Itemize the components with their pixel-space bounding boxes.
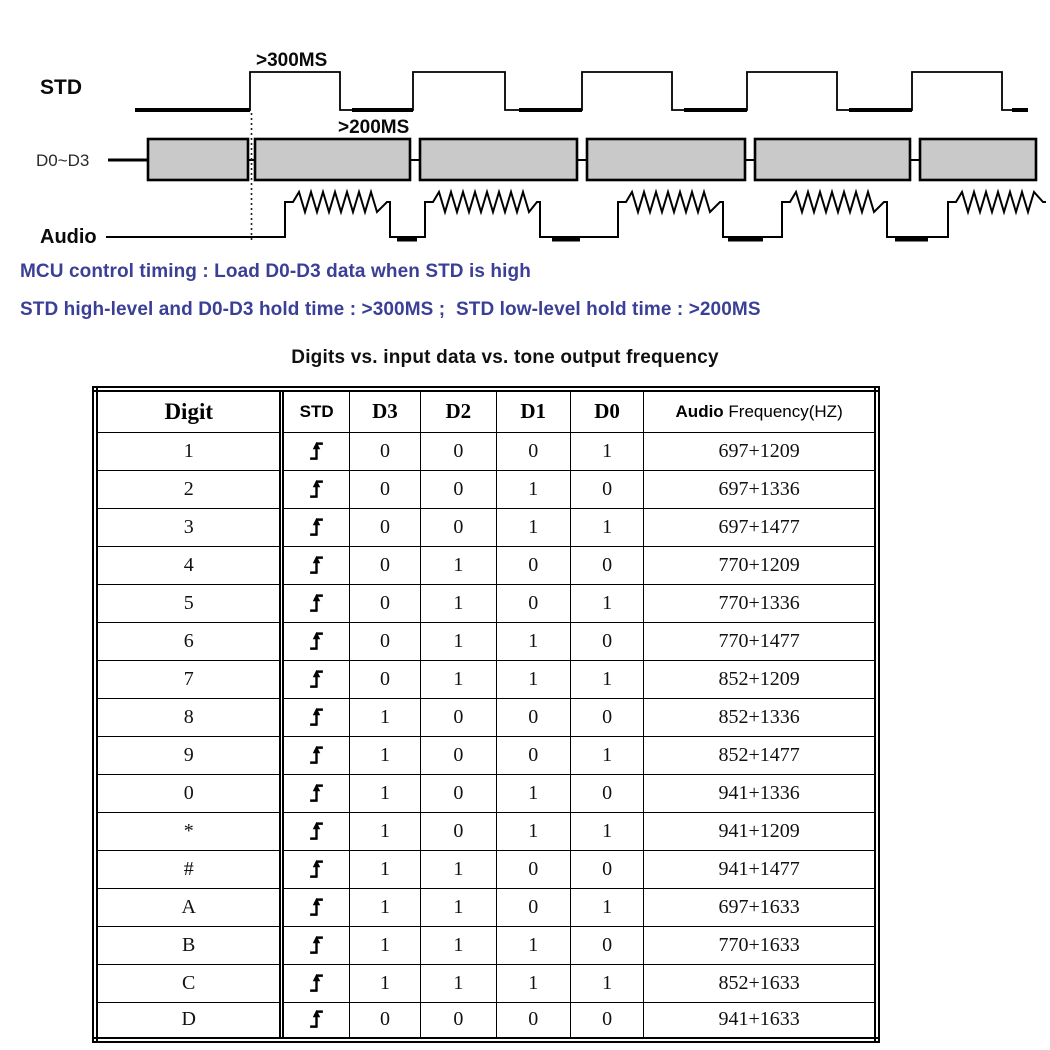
cell-d0: 0 (570, 926, 643, 964)
rising-edge-icon (309, 667, 324, 692)
cell-d0: 0 (570, 850, 643, 888)
rising-edge-icon (309, 629, 324, 654)
cell-d2: 1 (421, 622, 496, 660)
bus-signal-label: D0~D3 (36, 151, 90, 170)
table-row (95, 622, 877, 660)
column-header-d0: D0 (570, 389, 643, 432)
cell-digit: D (95, 1002, 282, 1040)
cell-std (282, 964, 349, 1002)
header-row (95, 389, 877, 432)
cell-std (282, 850, 349, 888)
cell-d2: 0 (421, 812, 496, 850)
cell-std (282, 774, 349, 812)
cell-frequency: 770+1633 (644, 926, 877, 964)
cell-d1: 0 (496, 584, 570, 622)
cell-d0: 0 (570, 622, 643, 660)
cell-digit: 3 (95, 508, 282, 546)
table-row (95, 812, 877, 850)
cell-d2: 0 (421, 774, 496, 812)
audio-waveform (106, 192, 1046, 240)
bus-data-box (255, 139, 410, 180)
cell-digit: 0 (95, 774, 282, 812)
table-row (95, 736, 877, 774)
cell-d2: 1 (421, 926, 496, 964)
cell-std (282, 1002, 349, 1040)
cell-digit: 6 (95, 622, 282, 660)
rising-edge-icon (309, 971, 324, 996)
bus-data-box (920, 139, 1036, 180)
cell-d3: 1 (349, 926, 420, 964)
cell-d1: 0 (496, 432, 570, 470)
cell-d0: 1 (570, 584, 643, 622)
cell-frequency: 941+1336 (644, 774, 877, 812)
cell-d3: 1 (349, 888, 420, 926)
cell-frequency: 852+1336 (644, 698, 877, 736)
cell-d2: 0 (421, 736, 496, 774)
cell-d2: 0 (421, 508, 496, 546)
cell-std (282, 812, 349, 850)
cell-d3: 1 (349, 964, 420, 1002)
cell-d2: 0 (421, 432, 496, 470)
cell-d1: 1 (496, 508, 570, 546)
std-low-time-annotation: >200MS (338, 117, 410, 138)
cell-frequency: 697+1209 (644, 432, 877, 470)
table-title: Digits vs. input data vs. tone output frequency (291, 347, 719, 368)
cell-d3: 0 (349, 660, 420, 698)
column-header-std: STD (282, 389, 349, 432)
cell-frequency: 852+1633 (644, 964, 877, 1002)
dtmf-frequency-table (92, 386, 880, 1043)
cell-d0: 1 (570, 432, 643, 470)
rising-edge-icon (309, 515, 324, 540)
cell-frequency: 852+1209 (644, 660, 877, 698)
table-row (95, 1002, 877, 1040)
cell-std (282, 584, 349, 622)
std-signal-label: STD (40, 76, 82, 99)
frequency-header-text: Frequency(HZ) (728, 401, 843, 421)
cell-d0: 1 (570, 888, 643, 926)
cell-d0: 0 (570, 698, 643, 736)
cell-d0: 1 (570, 660, 643, 698)
cell-frequency: 941+1633 (644, 1002, 877, 1040)
bus-data-box (755, 139, 910, 180)
rising-edge-icon (309, 1007, 324, 1032)
rising-edge-icon (309, 781, 324, 806)
cell-d1: 1 (496, 812, 570, 850)
cell-std (282, 660, 349, 698)
rising-edge-icon (309, 895, 324, 920)
cell-digit: C (95, 964, 282, 1002)
table-row (95, 774, 877, 812)
cell-frequency: 770+1477 (644, 622, 877, 660)
table-row (95, 508, 877, 546)
cell-d2: 1 (421, 964, 496, 1002)
rising-edge-icon (309, 819, 324, 844)
cell-d1: 1 (496, 964, 570, 1002)
table-row (95, 546, 877, 584)
cell-d0: 0 (570, 470, 643, 508)
cell-digit: 7 (95, 660, 282, 698)
rising-edge-icon (309, 933, 324, 958)
cell-d1: 1 (496, 926, 570, 964)
cell-d3: 0 (349, 622, 420, 660)
hold-time-note: STD high-level and D0-D3 hold time : >300MS ; STD low-level hold time : >200MS (20, 299, 761, 320)
table-row (95, 698, 877, 736)
cell-d2: 1 (421, 888, 496, 926)
cell-std (282, 698, 349, 736)
cell-d3: 1 (349, 736, 420, 774)
rising-edge-icon (309, 591, 324, 616)
cell-d0: 1 (570, 508, 643, 546)
rising-edge-icon (309, 439, 324, 464)
table-row (95, 660, 877, 698)
cell-frequency: 770+1209 (644, 546, 877, 584)
cell-digit: A (95, 888, 282, 926)
cell-std (282, 470, 349, 508)
cell-d2: 1 (421, 546, 496, 584)
cell-d0: 1 (570, 964, 643, 1002)
cell-std (282, 888, 349, 926)
cell-d3: 1 (349, 698, 420, 736)
cell-d2: 1 (421, 660, 496, 698)
cell-d1: 1 (496, 622, 570, 660)
cell-std (282, 508, 349, 546)
bus-data-box (420, 139, 577, 180)
std-high-time-annotation: >300MS (256, 50, 328, 71)
dtmf-table-body (95, 432, 877, 1040)
cell-std (282, 736, 349, 774)
cell-d3: 1 (349, 812, 420, 850)
cell-digit: 8 (95, 698, 282, 736)
cell-digit: # (95, 850, 282, 888)
cell-d3: 0 (349, 470, 420, 508)
cell-frequency: 941+1477 (644, 850, 877, 888)
cell-d1: 0 (496, 888, 570, 926)
cell-frequency: 770+1336 (644, 584, 877, 622)
table-row (95, 850, 877, 888)
cell-d0: 1 (570, 812, 643, 850)
cell-d1: 0 (496, 698, 570, 736)
column-header-d3: D3 (349, 389, 420, 432)
cell-frequency: 697+1633 (644, 888, 877, 926)
cell-std (282, 926, 349, 964)
audio-signal-label: Audio (40, 226, 97, 248)
cell-d3: 0 (349, 432, 420, 470)
cell-d3: 0 (349, 1002, 420, 1040)
cell-d3: 1 (349, 774, 420, 812)
table-row (95, 584, 877, 622)
cell-std (282, 546, 349, 584)
rising-edge-icon (309, 857, 324, 882)
mcu-timing-note: MCU control timing : Load D0-D3 data when STD is high (20, 261, 531, 282)
cell-digit: * (95, 812, 282, 850)
cell-d1: 1 (496, 470, 570, 508)
cell-digit: 2 (95, 470, 282, 508)
cell-digit: 1 (95, 432, 282, 470)
cell-frequency: 697+1477 (644, 508, 877, 546)
cell-digit: 4 (95, 546, 282, 584)
cell-d3: 0 (349, 584, 420, 622)
cell-d3: 0 (349, 508, 420, 546)
cell-d2: 1 (421, 850, 496, 888)
cell-d1: 0 (496, 546, 570, 584)
cell-d1: 1 (496, 774, 570, 812)
column-header-d1: D1 (496, 389, 570, 432)
bus-waveform (108, 139, 1036, 180)
std-waveform (135, 72, 1028, 110)
cell-digit: B (95, 926, 282, 964)
cell-d1: 0 (496, 850, 570, 888)
cell-frequency: 941+1209 (644, 812, 877, 850)
cell-d2: 0 (421, 1002, 496, 1040)
column-header-digit: Digit (95, 389, 282, 432)
cell-std (282, 432, 349, 470)
table-row (95, 888, 877, 926)
rising-edge-icon (309, 477, 324, 502)
cell-d2: 0 (421, 698, 496, 736)
cell-d0: 0 (570, 546, 643, 584)
cell-d2: 1 (421, 584, 496, 622)
cell-frequency: 697+1336 (644, 470, 877, 508)
rising-edge-icon (309, 553, 324, 578)
cell-std (282, 622, 349, 660)
cell-digit: 9 (95, 736, 282, 774)
table-row (95, 926, 877, 964)
table-row (95, 432, 877, 470)
timing-diagram (0, 0, 1050, 255)
cell-d1: 1 (496, 660, 570, 698)
column-header-d2: D2 (421, 389, 496, 432)
rising-edge-icon (309, 705, 324, 730)
cell-d0: 1 (570, 736, 643, 774)
cell-d1: 0 (496, 736, 570, 774)
bus-data-box (148, 139, 248, 180)
cell-d2: 0 (421, 470, 496, 508)
table-row (95, 470, 877, 508)
cell-d0: 0 (570, 774, 643, 812)
audio-header-bold: Audio (675, 401, 724, 421)
column-header-audio-frequency (644, 389, 877, 432)
table-row (95, 964, 877, 1002)
rising-edge-icon (309, 743, 324, 768)
cell-d0: 0 (570, 1002, 643, 1040)
cell-d3: 1 (349, 850, 420, 888)
cell-d3: 0 (349, 546, 420, 584)
cell-d1: 0 (496, 1002, 570, 1040)
cell-frequency: 852+1477 (644, 736, 877, 774)
bus-data-box (587, 139, 745, 180)
cell-digit: 5 (95, 584, 282, 622)
